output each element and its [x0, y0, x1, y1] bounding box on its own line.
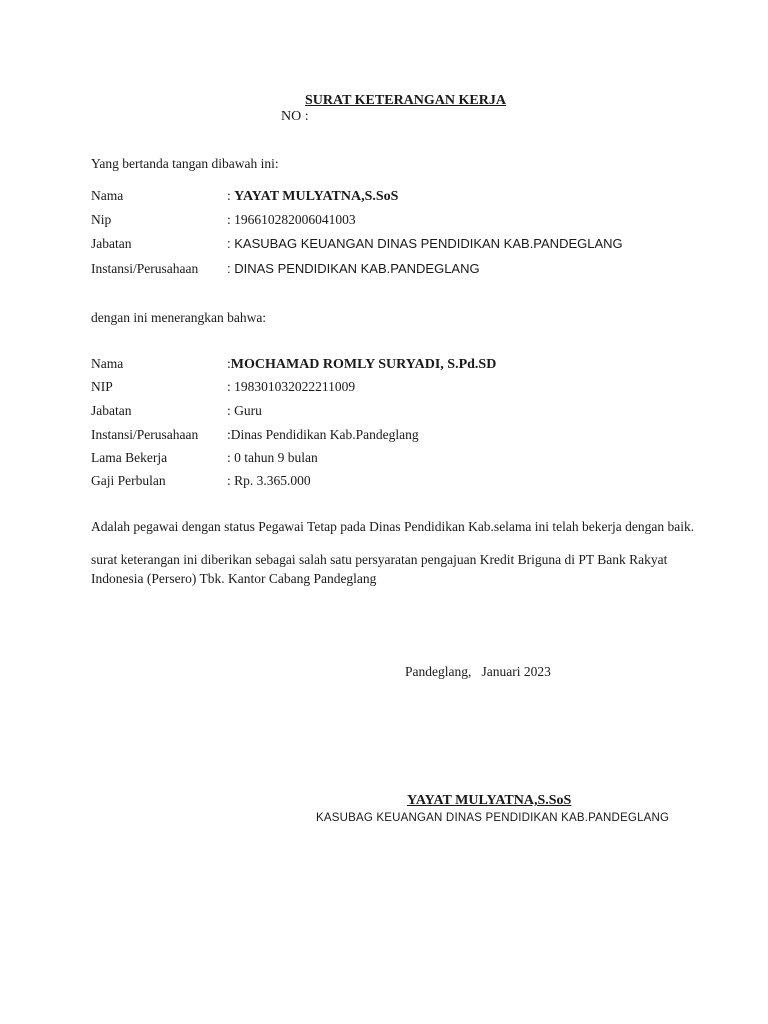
employee-position-value: : Guru	[227, 403, 262, 418]
employee-institution-label: Instansi/Perusahaan	[91, 427, 199, 442]
signer-nip-label: Nip	[91, 212, 112, 227]
statement-text: dengan ini menerangkan bahwa:	[91, 310, 267, 325]
signer-position-value: : KASUBAG KEUANGAN DINAS PENDIDIKAN KAB.PANDEGLANG	[227, 236, 623, 251]
place-date: Pandeglang, Januari 2023	[405, 664, 551, 679]
intro-text: Yang bertanda tangan dibawah ini:	[91, 156, 279, 171]
document-title: SURAT KETERANGAN KERJA	[305, 93, 506, 108]
signer-institution-value: : DINAS PENDIDIKAN KAB.PANDEGLANG	[227, 261, 480, 276]
employee-institution-value: :Dinas Pendidikan Kab.Pandeglang	[227, 427, 419, 442]
paragraph-purpose-line2: Indonesia (Persero) Tbk. Kantor Cabang Pandeglang	[91, 571, 377, 586]
signer-nip-value: : 196610282006041003	[227, 212, 356, 227]
signature-position: KASUBAG KEUANGAN DINAS PENDIDIKAN KAB.PANDEGLANG	[316, 812, 670, 824]
signer-name: YAYAT MULYATNA,S.SoS	[234, 189, 399, 204]
employee-name: MOCHAMAD ROMLY SURYADI, S.Pd.SD	[230, 357, 497, 372]
document-number-label: NO :	[281, 109, 309, 124]
employee-salary-value: : Rp. 3.365.000	[227, 473, 311, 488]
signer-name-value: : YAYAT MULYATNA,S.SoS	[227, 188, 399, 204]
signature-name: YAYAT MULYATNA,S.SoS	[407, 793, 572, 808]
employee-salary-label: Gaji Perbulan	[91, 473, 166, 488]
paragraph-status: Adalah pegawai dengan status Pegawai Tetap pada Dinas Pendidikan Kab.selama ini telah bekerja dengan baik.	[91, 519, 695, 534]
employee-nip-value: : 198301032022211009	[227, 379, 356, 394]
employee-tenure-label: Lama Bekerja	[91, 450, 168, 465]
employee-name-value: :MOCHAMAD ROMLY SURYADI, S.Pd.SD	[227, 356, 497, 372]
employee-name-label: Nama	[91, 356, 124, 371]
signer-position-label: Jabatan	[91, 236, 132, 251]
employee-position-label: Jabatan	[91, 403, 132, 418]
signer-institution-label: Instansi/Perusahaan	[91, 261, 199, 276]
employee-nip-label: NIP	[91, 379, 113, 394]
employee-tenure-value: : 0 tahun 9 bulan	[227, 450, 318, 465]
paragraph-purpose-line1: surat keterangan ini diberikan sebagai salah satu persyaratan pengajuan Kredit Briguna di PT Bank Rakyat	[91, 552, 668, 567]
signer-name-label: Nama	[91, 188, 124, 203]
